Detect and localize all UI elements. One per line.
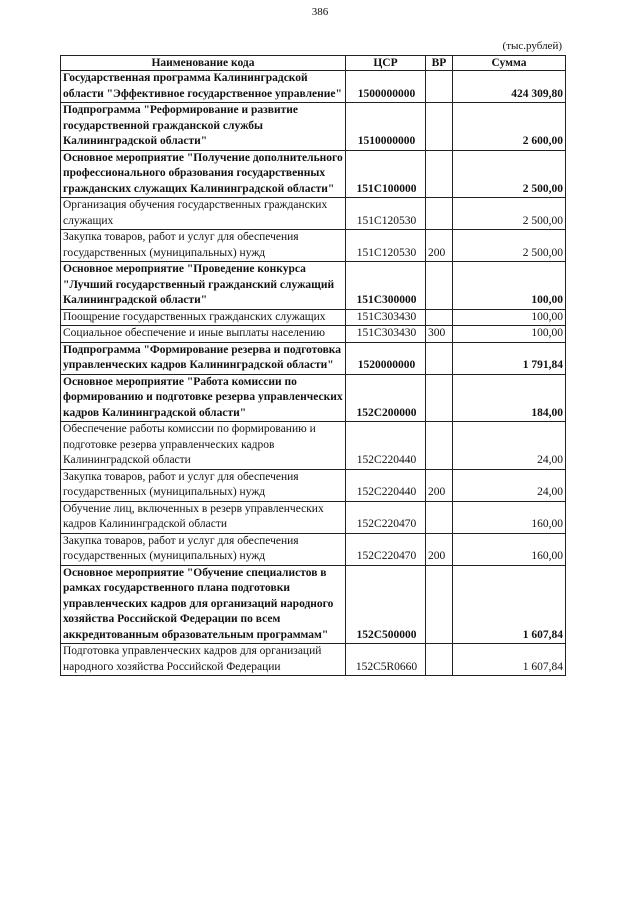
vr-cell xyxy=(426,342,453,374)
header-name: Наименование кода xyxy=(61,56,346,71)
table-row xyxy=(61,103,566,151)
name-cell: Закупка товаров, работ и услуг для обеспечения государственных (муниципальных) нужд xyxy=(61,469,346,501)
vr-cell: 300 xyxy=(426,326,453,343)
name-cell: Основное мероприятие "Получение дополнительного профессионального образования государственных гражданских служащих Калининградской области" xyxy=(61,150,346,198)
table-header-row xyxy=(61,56,566,71)
name-cell: Закупка товаров, работ и услуг для обеспечения государственных (муниципальных) нужд xyxy=(61,533,346,565)
name-cell: Закупка товаров, работ и услуг для обеспечения государственных (муниципальных) нужд xyxy=(61,230,346,262)
name-cell: Основное мероприятие "Проведение конкурса "Лучший государственный гражданский служащий Калининградской области" xyxy=(61,262,346,310)
table-row xyxy=(61,326,566,343)
vr-cell: 200 xyxy=(426,533,453,565)
sum-cell: 100,00 xyxy=(453,326,566,343)
csr-cell: 151С300000 xyxy=(346,262,426,310)
header-csr: ЦСР xyxy=(346,56,426,71)
sum-cell: 424 309,80 xyxy=(453,71,566,103)
csr-cell: 1500000000 xyxy=(346,71,426,103)
table-row xyxy=(61,309,566,326)
table-row xyxy=(61,533,566,565)
units-note: (тыс.рублей) xyxy=(502,40,562,52)
vr-cell: 200 xyxy=(426,469,453,501)
sum-cell: 2 600,00 xyxy=(453,103,566,151)
sum-cell: 1 607,84 xyxy=(453,565,566,644)
csr-cell: 1520000000 xyxy=(346,342,426,374)
table-row xyxy=(61,501,566,533)
page-number: 386 xyxy=(311,6,329,18)
csr-cell: 151С100000 xyxy=(346,150,426,198)
vr-cell xyxy=(426,103,453,151)
sum-cell: 2 500,00 xyxy=(453,150,566,198)
name-cell: Обучение лиц, включенных в резерв управленческих кадров Калининградской области xyxy=(61,501,346,533)
csr-cell: 152С200000 xyxy=(346,374,426,422)
vr-cell xyxy=(426,374,453,422)
csr-cell: 152С5R0660 xyxy=(346,644,426,676)
budget-table xyxy=(60,55,566,676)
sum-cell: 2 500,00 xyxy=(453,198,566,230)
name-cell: Государственная программа Калининградской области "Эффективное государственное управление" xyxy=(61,71,346,103)
csr-cell: 152С220440 xyxy=(346,422,426,470)
sum-cell: 24,00 xyxy=(453,469,566,501)
vr-cell xyxy=(426,644,453,676)
table-row xyxy=(61,198,566,230)
sum-cell: 184,00 xyxy=(453,374,566,422)
name-cell: Организация обучения государственных гражданских служащих xyxy=(61,198,346,230)
sum-cell: 2 500,00 xyxy=(453,230,566,262)
csr-cell: 151С120530 xyxy=(346,198,426,230)
table-row xyxy=(61,150,566,198)
name-cell: Социальное обеспечение и иные выплаты населению xyxy=(61,326,346,343)
table-row xyxy=(61,644,566,676)
csr-cell: 151С120530 xyxy=(346,230,426,262)
vr-cell xyxy=(426,565,453,644)
table-row xyxy=(61,374,566,422)
sum-cell: 100,00 xyxy=(453,262,566,310)
vr-cell: 200 xyxy=(426,230,453,262)
name-cell: Подготовка управленческих кадров для организаций народного хозяйства Российской Федерации xyxy=(61,644,346,676)
table-row xyxy=(61,230,566,262)
csr-cell: 152С500000 xyxy=(346,565,426,644)
vr-cell xyxy=(426,150,453,198)
header-vr: ВР xyxy=(426,56,453,71)
sum-cell: 160,00 xyxy=(453,501,566,533)
csr-cell: 151С303430 xyxy=(346,309,426,326)
table-row xyxy=(61,342,566,374)
name-cell: Обеспечение работы комиссии по формированию и подготовке резерва управленческих кадров Калининградской области xyxy=(61,422,346,470)
table-row xyxy=(61,422,566,470)
table-row xyxy=(61,71,566,103)
sum-cell: 24,00 xyxy=(453,422,566,470)
header-sum: Сумма xyxy=(453,56,566,71)
name-cell: Основное мероприятие "Обучение специалистов в рамках государственного плана подготовки управленческих кадров для организаций народного хозяйства Российской Федерации по всем аккредитованным образовательным программам" xyxy=(61,565,346,644)
vr-cell xyxy=(426,309,453,326)
sum-cell: 1 791,84 xyxy=(453,342,566,374)
csr-cell: 151С303430 xyxy=(346,326,426,343)
sum-cell: 100,00 xyxy=(453,309,566,326)
table-row xyxy=(61,262,566,310)
sum-cell: 1 607,84 xyxy=(453,644,566,676)
vr-cell xyxy=(426,262,453,310)
name-cell: Поощрение государственных гражданских служащих xyxy=(61,309,346,326)
vr-cell xyxy=(426,422,453,470)
csr-cell: 1510000000 xyxy=(346,103,426,151)
name-cell: Подпрограмма "Формирование резерва и подготовка управленческих кадров Калининградской области" xyxy=(61,342,346,374)
name-cell: Подпрограмма "Реформирование и развитие государственной гражданской службы Калининградской области" xyxy=(61,103,346,151)
table-row xyxy=(61,565,566,644)
sum-cell: 160,00 xyxy=(453,533,566,565)
vr-cell xyxy=(426,198,453,230)
table-body xyxy=(61,71,566,676)
csr-cell: 152С220470 xyxy=(346,501,426,533)
vr-cell xyxy=(426,501,453,533)
vr-cell xyxy=(426,71,453,103)
csr-cell: 152С220470 xyxy=(346,533,426,565)
csr-cell: 152С220440 xyxy=(346,469,426,501)
table-row xyxy=(61,469,566,501)
name-cell: Основное мероприятие "Работа комиссии по формированию и подготовке резерва управленческих кадров Калининградской области" xyxy=(61,374,346,422)
